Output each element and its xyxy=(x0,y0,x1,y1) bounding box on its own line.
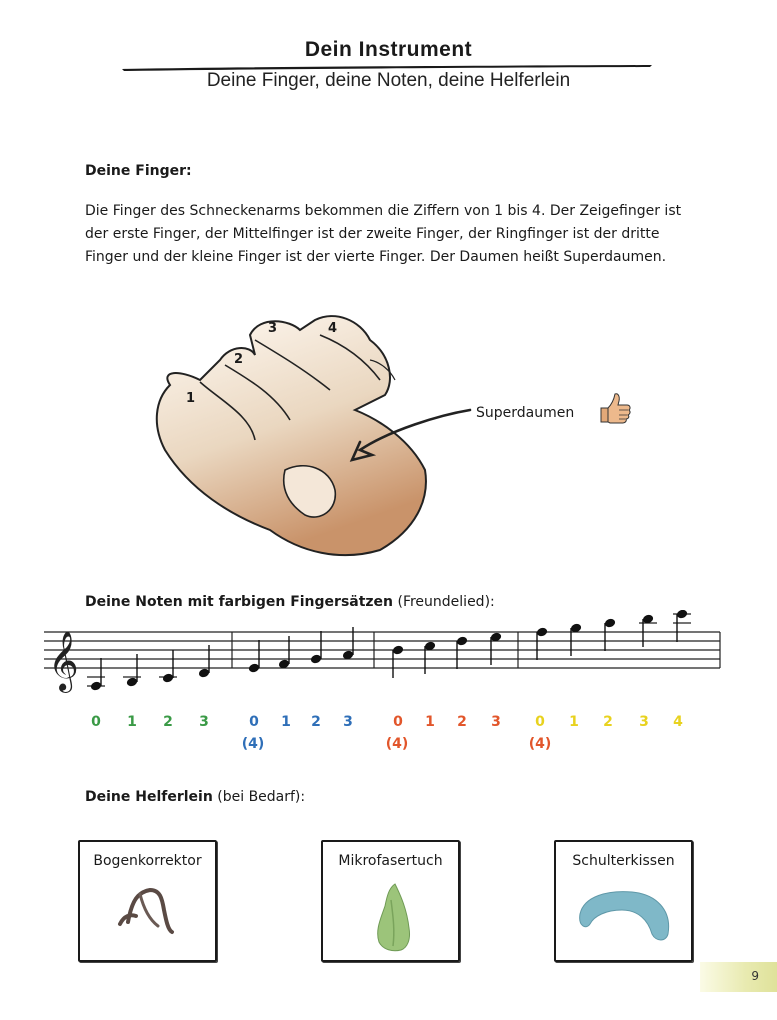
fingering-number: 0 xyxy=(91,714,101,730)
treble-clef-icon: 𝄞 xyxy=(48,631,79,691)
hand-illustration xyxy=(140,300,500,565)
fingering-number: 0 xyxy=(393,714,403,730)
page-subtitle: Deine Finger, deine Noten, deine Helferlein xyxy=(206,70,571,91)
fingering-alternate: (4) xyxy=(241,736,265,752)
notes-heading-normal: (Freundelied): xyxy=(393,594,495,610)
fingering-number: 0 xyxy=(249,714,259,730)
helper-card-mikrofasertuch xyxy=(321,840,460,962)
fingering-number: 1 xyxy=(425,714,435,730)
fingering-number: 0 xyxy=(535,714,545,730)
fingering-number: 2 xyxy=(311,714,321,730)
fingering-number: 1 xyxy=(127,714,137,730)
fingering-alternate: (4) xyxy=(385,736,409,752)
page-number-tab xyxy=(700,962,777,992)
helpers-heading-bold: Deine Helferlein xyxy=(85,789,213,805)
helpers-heading xyxy=(85,789,305,805)
fingering-number: 2 xyxy=(163,714,173,730)
notes-heading-bold: Deine Noten mit farbigen Fingersätzen xyxy=(85,594,394,610)
shoulder-pad-icon xyxy=(556,880,691,955)
page-number: 9 xyxy=(751,969,759,983)
fingering-number: 4 xyxy=(673,714,683,730)
cloth-icon xyxy=(323,880,458,955)
fingering-number: 3 xyxy=(199,714,209,730)
fingering-number: 2 xyxy=(603,714,613,730)
helper-card-bogenkorrektor xyxy=(78,840,217,962)
notes xyxy=(87,610,691,692)
helper-card-schulterkissen xyxy=(554,840,693,962)
fingers-paragraph xyxy=(85,200,705,269)
music-staff xyxy=(44,610,734,700)
fingering-number: 1 xyxy=(569,714,579,730)
helpers-heading-normal: (bei Bedarf): xyxy=(212,789,306,805)
fingering-number: 2 xyxy=(457,714,467,730)
helper-label: Mikrofasertuch xyxy=(338,853,443,869)
fingering-alternate: (4) xyxy=(528,736,552,752)
helper-label: Schulterkissen xyxy=(572,853,675,869)
fingering-number: 3 xyxy=(343,714,353,730)
fingers-paragraph-text: Die Finger des Schneckenarms bekommen die Ziffern von 1 bis 4. Der Zeigefinger ist der erste Finger, der Mittelfinger ist der zweite Finger, der Ringfinger ist der dritte Finger und der kleine Finger ist der vierte Finger. Der Daumen heißt Superdaumen. xyxy=(85,203,682,265)
thumbs-up-icon xyxy=(595,390,635,430)
fingering-number: 3 xyxy=(639,714,649,730)
bow-corrector-icon xyxy=(80,880,215,955)
notes-heading xyxy=(85,594,495,610)
finger-label-3: 3 xyxy=(268,321,278,336)
finger-label-2: 2 xyxy=(234,352,244,367)
fingers-heading: Deine Finger: xyxy=(85,163,192,179)
superdaumen-label: Superdaumen xyxy=(476,405,575,421)
finger-label-1: 1 xyxy=(186,391,196,406)
staff-lines xyxy=(44,632,720,668)
helper-label: Bogenkorrektor xyxy=(93,853,202,869)
fingering-number: 3 xyxy=(491,714,501,730)
finger-label-4: 4 xyxy=(328,321,338,336)
fingering-number: 1 xyxy=(281,714,291,730)
page-title: Dein Instrument xyxy=(304,38,473,61)
